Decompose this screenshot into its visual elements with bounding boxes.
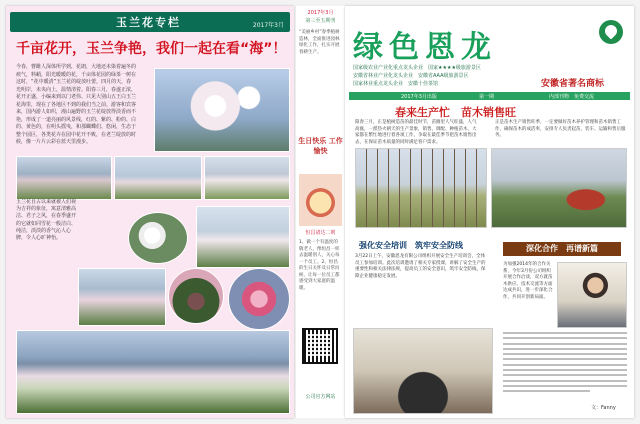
masthead-title: 绿色恩龙 — [353, 30, 497, 65]
magnolia-panorama-photo — [16, 330, 290, 414]
nursery-trees-photo — [355, 148, 487, 228]
intro-article-text: 今春，曹雎人深体所学到，花朗，大地还未染着遍冬的痕气，料峭，阳光暖暖的花，千亩体花园的绿茶一树在这时，“花中暖清”玉兰花的绽放吐蕾，四月的天，春光明岸，未央向上，温情清着。阳春三月，春遂正浓，花开正盛，小编来到以门老伟、只见大别山五王白玉兰花海里，现在了各地区不到的我们当之前。游客和宾客来，国内游人如织，漫山遍野的玉兰花绽放得淡香而不艳，形成了一道亮丽的风景线，红的、紫的、粉的、白的、黄色的，在明头摇曳，和那蝴蝶们、悠闲，生态于整个园区，各类花卉在园中花开不败，在老兰绽放的时候，像一片片云彩在蓝天里漫步。 — [16, 64, 137, 145]
magnolia-grove-photo — [16, 156, 112, 200]
left-page — [6, 6, 294, 418]
strip-footer-text: 公司官方网站 — [305, 394, 336, 400]
strip-side-text-2: 1、做一个有温度的敬老人，像恒昌一样去温暖别人，关心每一个员工。2、恒昌的生日关怀及日常问候，让每一位员工都感受到大家庭的温暖。 — [299, 240, 340, 291]
safety-training-headline: 强化安全培训 筑牢安全防线 — [359, 241, 463, 250]
spring-article-text-1: 阳春三月，正是植树造苗的最佳时节，苗圈里人气旺盛，人气高涨，一派热火朝天的生产景象，销售、调配、种植苗木，大家都在繁忙地进行着各项工作，争取在最佳季节把苗木销售出去，在保证苗木质量的同时满足客户需求。 — [355, 120, 477, 145]
masthead-info-line-2: 安徽省林业产业化龙头企业 安徽省AAA级旅游景区 — [353, 73, 469, 79]
crane-loading-photo — [491, 148, 627, 228]
hillside-magnolia-photo — [78, 268, 166, 326]
strip-section-tag: 第三至五期刊 — [305, 18, 336, 24]
visitors-group-photo — [168, 268, 224, 324]
magnolia-forest-photo — [196, 206, 290, 268]
spring-article-text-2: 正是苗木生产销售旺季，一定要做好苗木养护管理和苗木销售工作，确保苗木的成活率，安排专人负责起苗、装车、运输和售后服务。 — [495, 120, 626, 138]
column-header-bar — [10, 12, 290, 32]
issue-info-bar — [349, 92, 630, 100]
issue-publish-date: 2017年3月出版 — [401, 94, 437, 100]
cooperation-article-lines — [503, 332, 627, 396]
column-title: 玉兰花专栏 — [116, 16, 181, 29]
safety-meeting-photo — [353, 328, 493, 414]
spring-production-headline: 春来生产忙 苗木销售旺 — [395, 106, 516, 119]
masthead-info-line-3: 国家林业重点龙头企业 安徽十佳茶馆 — [353, 81, 439, 87]
magnolia-tree-photo — [114, 156, 202, 200]
article-signature: 文：Fanny — [591, 405, 616, 411]
secondary-article-text: 玉兰花自古以来就被人们视为吉祥的象征，寓意清雅高洁、君子之风，在春季盛开的它就如同雪花一般洁白、纯洁，淡淡的香气沁人心脾，令人心旷神怡。 — [16, 199, 77, 242]
birthday-cake-photo — [299, 174, 342, 226]
strip-issue-tag: 2017年3月 — [307, 10, 334, 16]
magnolia-path-photo — [204, 156, 290, 200]
center-sidebar-strip — [296, 6, 345, 418]
masthead-info-line-1: 国家级农业产业化重点龙头企业 国家★★★★级旅游景区 — [353, 65, 481, 71]
pink-magnolia-oval-photo — [228, 268, 290, 330]
issue-number: 第一期 — [479, 94, 495, 100]
famous-trademark-label: 安徽省著名商标 — [541, 79, 605, 89]
magnolia-headline: 千亩花开，玉兰争艳，我们一起在看“海”！ — [16, 41, 287, 57]
cooperation-headline: 深化合作 再谱新篇 — [503, 242, 621, 256]
qr-code — [302, 328, 338, 364]
safety-article-text: 3月22日上午，安徽恩龙有限公司组织开展安全生产培训会，全体员工参加培训。此次培训邀请了相关专家授课，讲解了安全生产的重要性和相关法律法规，提高员工的安全意识，筑牢安全防线，保障企业健康稳定发展。 — [355, 254, 486, 279]
cooperation-person-photo — [557, 262, 627, 328]
company-leaf-logo-icon — [599, 20, 623, 44]
column-issue-date: 2017年3月 — [252, 22, 284, 29]
issue-distribution-note: 内部刊物 免费交流 — [549, 94, 595, 100]
birthday-section-title: 恒昌诸达二则 — [305, 230, 336, 236]
magnolia-closeup-photo — [154, 68, 290, 152]
strip-side-text-1: “美丽乡村”春季植树造林，全面推进园林绿化工作，扎实开展春耕生产。 — [299, 30, 340, 55]
birthday-calligraphy: 生日快乐 工作愉快 — [298, 137, 343, 155]
right-page — [345, 6, 634, 418]
magnolia-blossom-oval-photo — [128, 212, 188, 264]
cooperation-article-text: 为加强2014年的合作关系，今年3月份公司组织开展合作洽谈，双方就苗木供应、技术交流等方面达成共识，进一步深化合作，共同开创新局面。 — [503, 262, 553, 300]
